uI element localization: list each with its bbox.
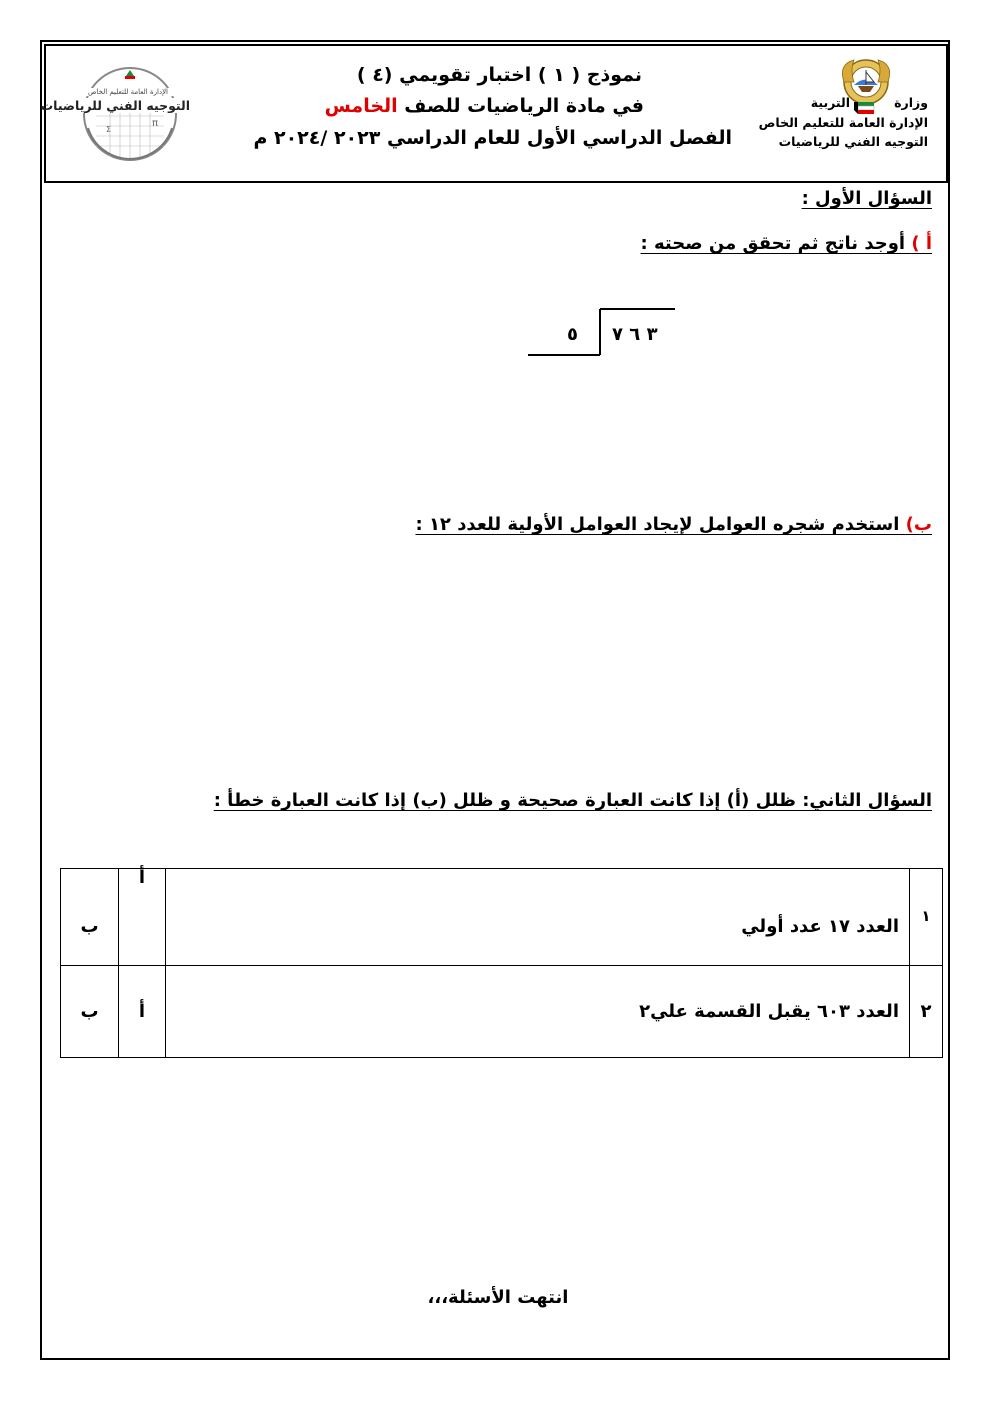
part-b-marker: ب) [905,514,932,535]
ministry-word: وزارة [894,95,928,110]
end-of-questions [0,1287,992,1308]
supervision-name: التوجيه الفني للرياضيات [778,134,928,149]
row-statement: العدد ٦٠٣ يقبل القسمة علي٢ [166,966,910,1058]
department-name: الإدارة العامة للتعليم الخاص [758,115,928,130]
option-a-cell[interactable] [119,869,166,966]
math-supervision-logo [40,66,190,168]
logo-top-text: الإدارة العامة للتعليم الخاص [76,88,180,96]
part-a-marker: أ ) [911,233,932,254]
exam-subject [325,95,644,117]
exam-term: الفصل الدراسي الأول للعام الدراسي ٢٠٢٣ /٢٠٢٤ م [253,127,732,149]
division-dividend: ٣ ٦ ٧ [612,324,658,345]
question1-part-b [415,514,932,535]
row-number: ١ [910,869,943,966]
option-a-label: أ [138,867,146,888]
education-word: التربية [810,95,850,110]
svg-text:Σ: Σ [106,125,112,134]
svg-text:π: π [152,118,159,129]
part-b-text: استخدم شجره العوامل لإيجاد العوامل الأولية للعدد ١٢ : [415,514,906,535]
part-a-text: أوجد ناتج ثم تحقق من صحته : [640,233,912,254]
question2-heading: السؤال الثاني: ظلل (أ) إذا كانت العبارة صحيحة و ظلل (ب) إذا كانت العبارة خطأ : [213,790,932,811]
question1-heading: السؤال الأول : [801,188,932,209]
exam-title: نموذج ( ١ ) اختبار تقويمي (٤ ) [356,64,642,86]
true-false-table [60,868,943,1058]
division-divisor: ٥ [567,324,578,345]
row-number: ٢ [910,966,943,1058]
long-division-bracket [525,302,685,362]
option-a-cell[interactable]: أ [119,966,166,1058]
row-statement: العدد ١٧ عدد أولي [166,869,910,966]
question1-part-a [641,233,932,254]
protractor-logo-icon [40,66,190,168]
footer-text: انتهت الأسئلة،،، [427,1287,569,1308]
option-b-cell[interactable]: ب [61,966,119,1058]
grade-highlight: الخامس [324,95,398,117]
subject-prefix: في مادة الرياضيات للصف [397,95,644,117]
table-row [61,966,943,1058]
logo-main-text: التوجيه الفني للرياضيات [40,98,190,113]
option-b-cell[interactable]: ب [61,869,119,966]
table-row [61,869,943,966]
